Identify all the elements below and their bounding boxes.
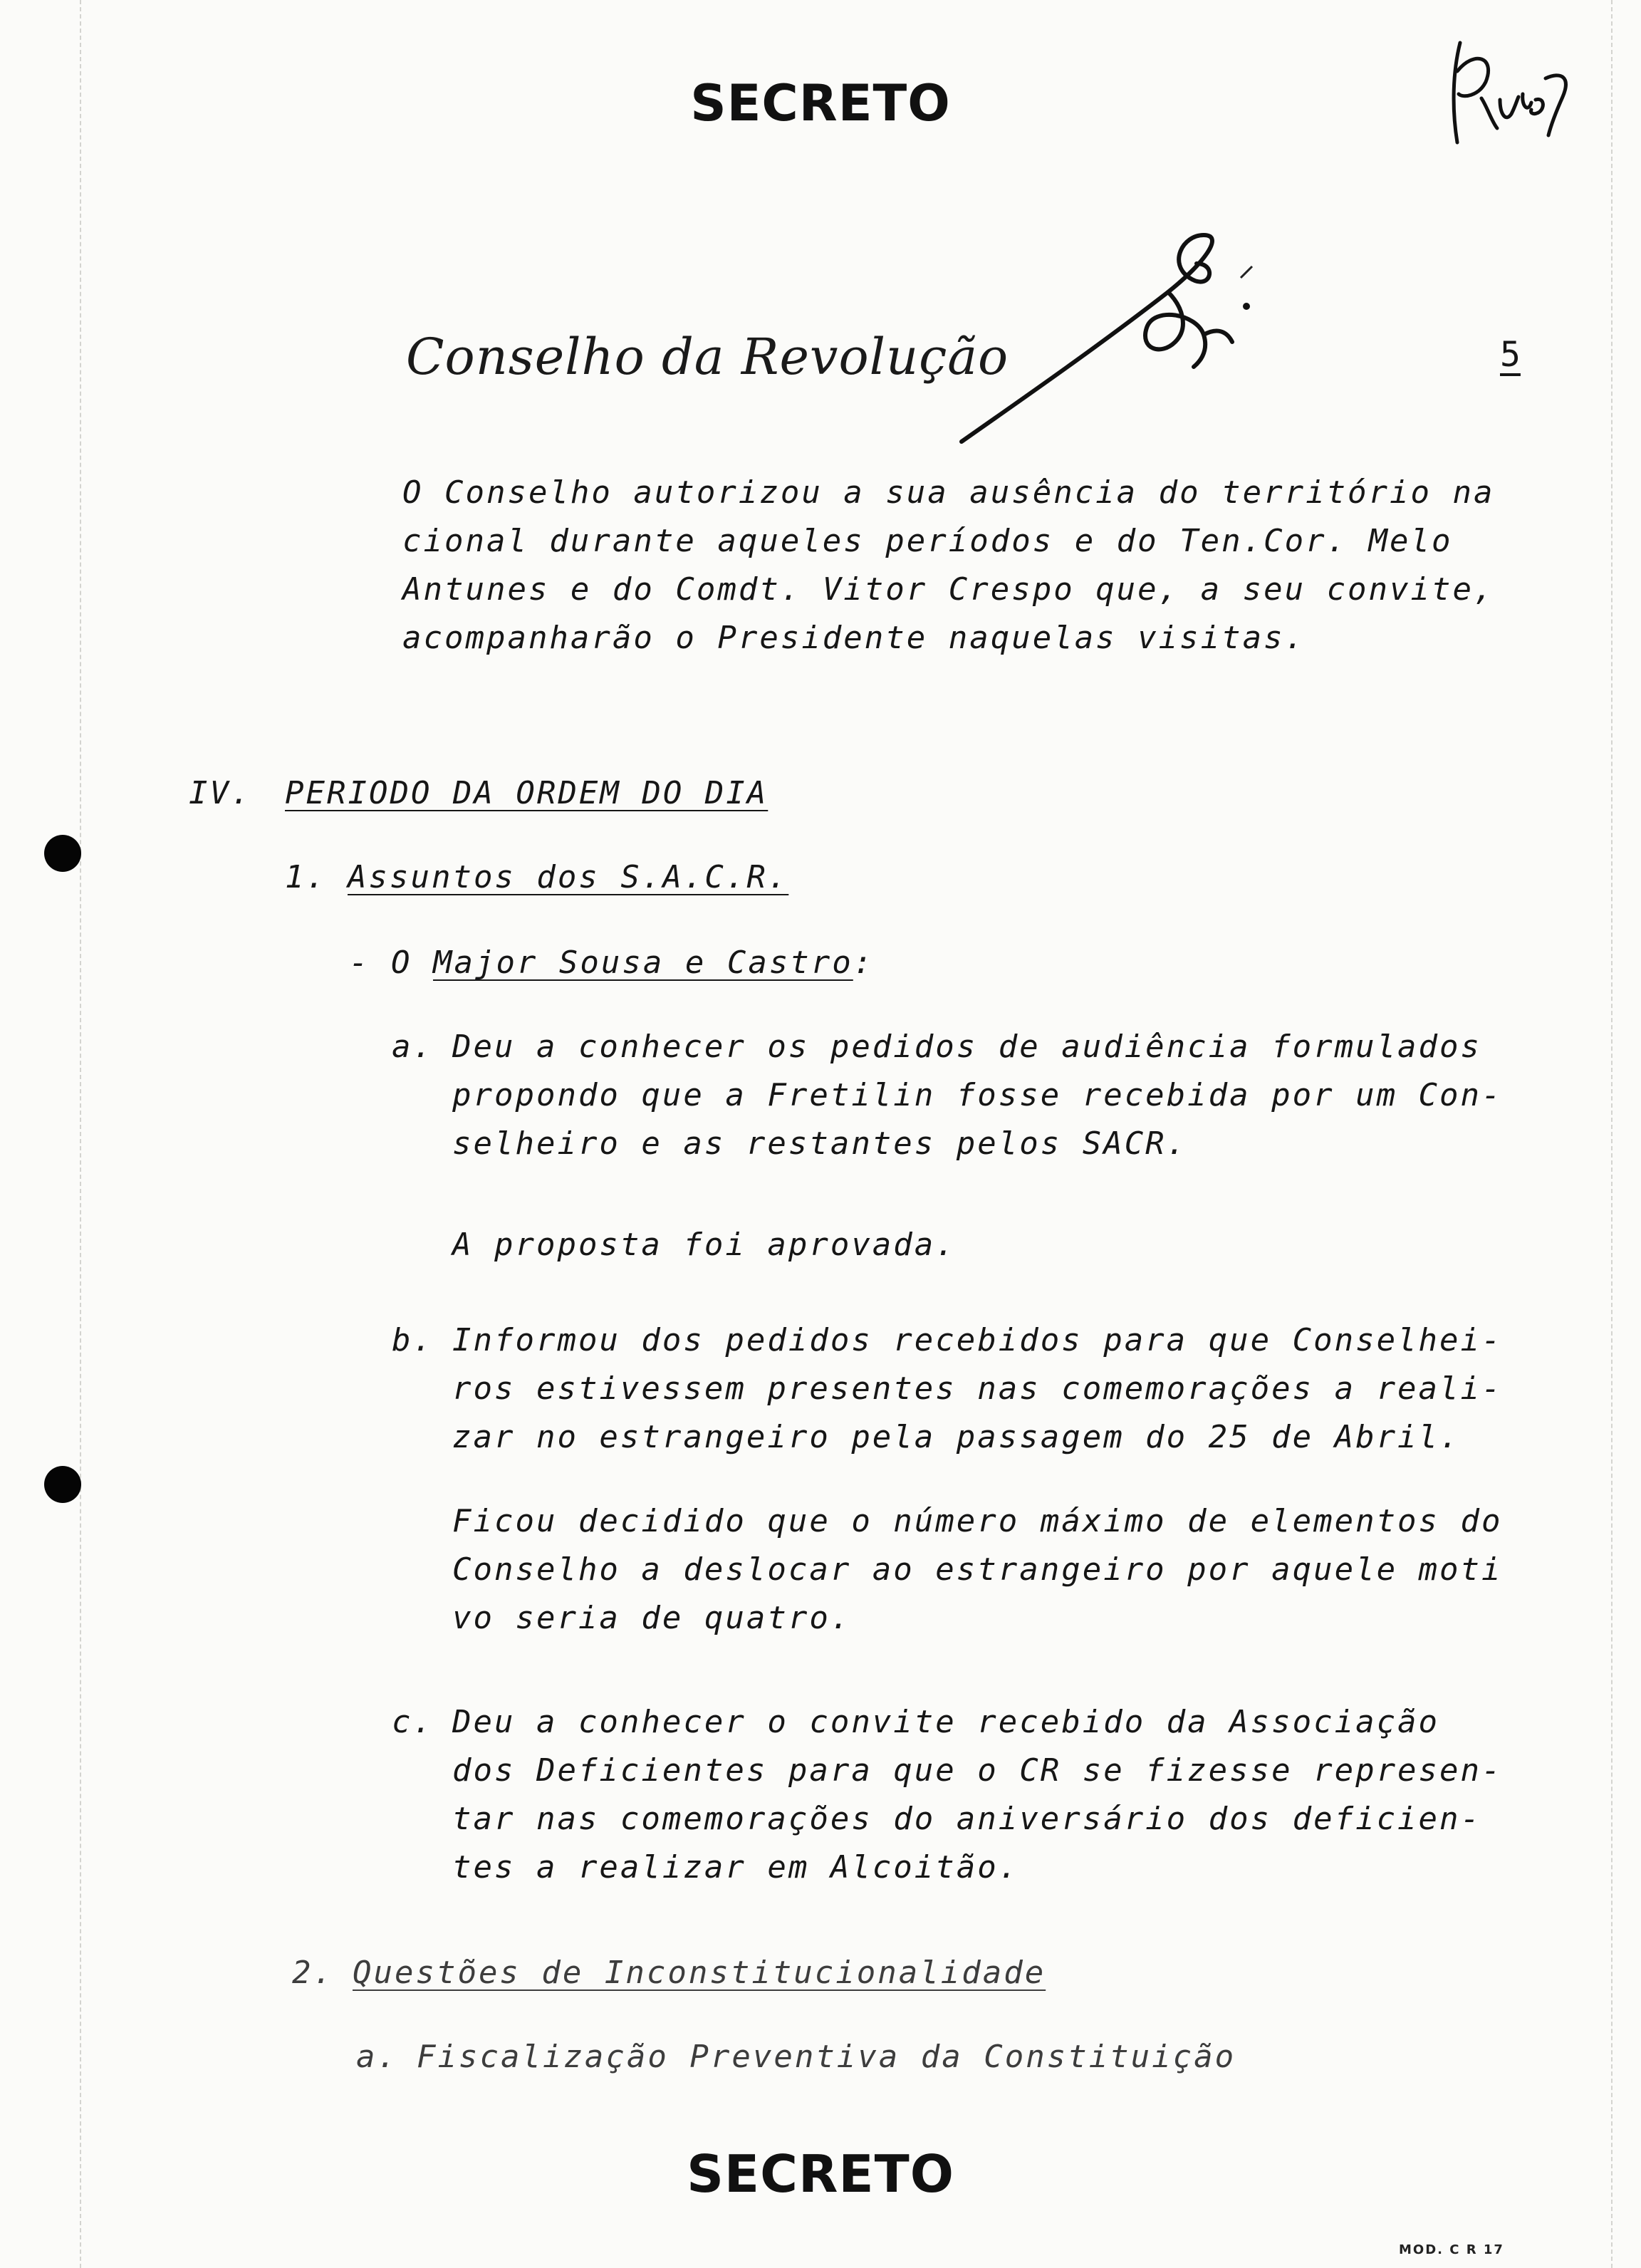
decision-line: Conselho a deslocar ao estrangeiro por aquele moti — [452, 1551, 1503, 1588]
item-line: tar nas comemorações do aniversário dos deficien- — [452, 1801, 1482, 1837]
item-title: Questões de Inconstitucionalidade — [353, 1955, 1046, 1991]
item-line: dos Deficientes para que o CR se fizesse represen- — [452, 1752, 1503, 1789]
item-line: tes a realizar em Alcoitão. — [452, 1849, 1020, 1885]
margin-line — [80, 0, 81, 2268]
item-line: selheiro e as restantes pelos SACR. — [452, 1125, 1188, 1162]
speaker-prefix: - O — [349, 945, 433, 981]
letterhead: Conselho da Revolução — [406, 328, 1009, 386]
speaker-name: Major Sousa e Castro — [432, 945, 853, 981]
item-label: a. — [392, 1029, 434, 1065]
item-title: Assuntos dos S.A.C.R. — [348, 859, 789, 895]
item-line: Deu a conhecer os pedidos de audiência formulados — [452, 1029, 1482, 1065]
item-label: a. — [356, 2039, 398, 2075]
punch-hole — [44, 835, 81, 872]
speaker-suffix: : — [853, 945, 875, 981]
item-line: zar no estrangeiro pela passagem do 25 de Abril. — [452, 1419, 1461, 1455]
speaker-line — [349, 945, 874, 981]
section-numeral: IV. — [189, 775, 252, 811]
item-line: ros estivessem presentes nas comemorações a reali- — [452, 1370, 1503, 1407]
paragraph-line: Antunes e do Comdt. Vitor Crespo que, a seu convite, — [402, 571, 1495, 608]
item-title: Fiscalização Preventiva da Constituição — [417, 2039, 1236, 2075]
signature — [933, 221, 1261, 456]
item-label: b. — [392, 1322, 434, 1358]
item-line: Deu a conhecer o convite recebido da Associação — [452, 1704, 1440, 1740]
item-label: c. — [392, 1704, 434, 1740]
punch-hole — [44, 1466, 81, 1503]
form-code: MOD. C R 17 — [1399, 2242, 1504, 2257]
item-number: 2. — [292, 1955, 334, 1991]
paragraph-line: acompanharão o Presidente naquelas visitas. — [402, 620, 1306, 656]
decision-line: A proposta foi aprovada. — [452, 1227, 957, 1263]
classification-bottom: SECRETO — [687, 2144, 954, 2204]
handwritten-initials — [1432, 28, 1574, 164]
item-line: Informou dos pedidos recebidos para que Conselhei- — [452, 1322, 1503, 1358]
item-line: propondo que a Fretilin fosse recebida por um Con- — [452, 1077, 1503, 1113]
paragraph-line: O Conselho autorizou a sua ausência do território na — [402, 474, 1495, 511]
paragraph-line: cional durante aqueles períodos e do Ten.Cor. Melo — [402, 523, 1453, 559]
decision-line: Ficou decidido que o número máximo de elementos do — [452, 1503, 1503, 1539]
item-number: 1. — [285, 859, 327, 895]
section-title: PERIODO DA ORDEM DO DIA — [285, 775, 769, 811]
decision-line: vo seria de quatro. — [452, 1600, 852, 1636]
page-number: 5 — [1500, 335, 1521, 375]
margin-line — [1611, 0, 1613, 2268]
classification-top: SECRETO — [690, 74, 951, 132]
